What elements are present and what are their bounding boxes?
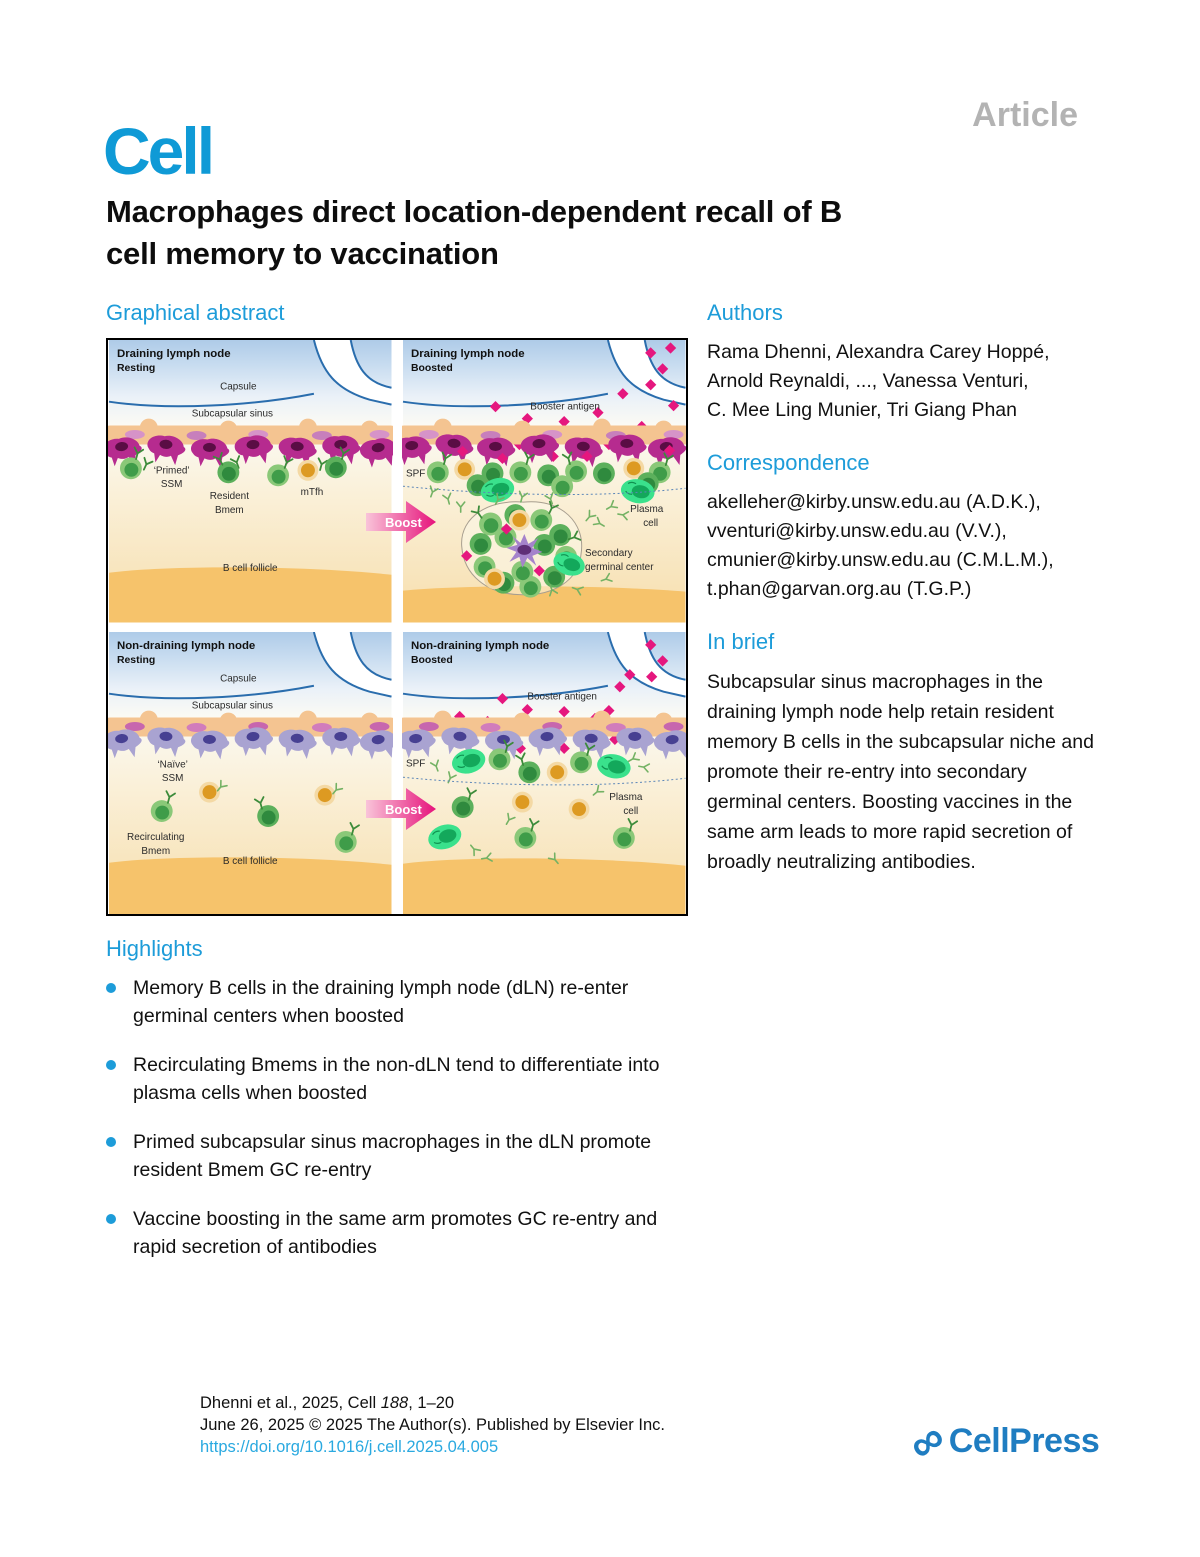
- booster-antigen-label: Booster antigen: [529, 401, 600, 413]
- gc-label-1: Secondary: [584, 547, 633, 559]
- panel-title: Draining lymph node: [410, 347, 525, 360]
- ga-panel-nondraining-resting: [108, 632, 393, 915]
- correspondence-line: vventuri@kirby.unsw.edu.au (V.V.),: [707, 520, 1007, 542]
- boost-label: Boost: [385, 515, 422, 530]
- panel-title: Non-draining lymph node: [410, 639, 549, 652]
- cellpress-wordmark: CellPress: [948, 1421, 1100, 1460]
- ga-panel-draining-boosted: [402, 340, 687, 623]
- highlight-item: [106, 974, 716, 1030]
- capsule-label: Capsule: [220, 381, 257, 393]
- subcapsular-sinus-label: Subcapsular sinus: [191, 700, 273, 712]
- authors-line: Arnold Reynaldi, ..., Vanessa Venturi,: [707, 370, 1029, 392]
- cellpress-logo: [898, 1410, 1100, 1472]
- in-brief-heading: In brief: [707, 629, 775, 654]
- bullet-icon: [106, 1060, 116, 1070]
- citation-line: [200, 1392, 665, 1414]
- panel-state: Resting: [116, 654, 156, 666]
- highlights-section: [106, 936, 716, 1282]
- subcapsular-sinus-label: Subcapsular sinus: [191, 408, 273, 420]
- in-brief-section: [707, 629, 1099, 877]
- spf-label: SPF: [405, 757, 425, 769]
- b-cell-follicle-band: [109, 567, 392, 622]
- article-type-label: Article: [972, 96, 1078, 134]
- highlight-item: [106, 1051, 716, 1107]
- resident-bmem-label-1: Resident: [209, 491, 249, 503]
- in-brief-text: Subcapsular sinus macrophages in the draining lymph node help retain resident memory B cells in the subcapsular niche and promote their re-entry into secondary germinal centers. Boosting vaccines in the same arm leads to more rapid secretion of broadly neutralizing antibodies.: [707, 671, 1094, 873]
- correspondence-line: t.phan@garvan.org.au (T.G.P.): [707, 578, 972, 600]
- correspondence-line: cmunier@kirby.unsw.edu.au (C.M.L.M.),: [707, 549, 1054, 571]
- authors-section: [707, 300, 1099, 425]
- title-line-2: cell memory to vaccination: [106, 236, 499, 271]
- booster-antigen-label: Booster antigen: [526, 691, 597, 703]
- highlight-item: [106, 1128, 716, 1184]
- authors-line: C. Mee Ling Munier, Tri Giang Phan: [707, 399, 1017, 421]
- primed-ssm-label-2: SSM: [160, 479, 183, 491]
- gc-label-2: germinal center: [584, 561, 654, 573]
- authors-line: Rama Dhenni, Alexandra Carey Hoppé,: [707, 341, 1050, 363]
- copyright-line: June 26, 2025 © 2025 The Author(s). Published by Elsevier Inc.: [200, 1416, 665, 1434]
- citation-footer: [200, 1392, 665, 1458]
- highlight-text: Memory B cells in the draining lymph node (dLN) re-enter germinal centers when boosted: [133, 977, 629, 1027]
- correspondence-heading: Correspondence: [707, 450, 870, 475]
- doi-link[interactable]: https://doi.org/10.1016/j.cell.2025.04.005: [200, 1438, 499, 1456]
- title-line-1: Macrophages direct location-dependent recall of B: [106, 194, 843, 229]
- plasma-cell-label-2: cell: [642, 518, 658, 530]
- bullet-icon: [106, 983, 116, 993]
- naive-ssm-label-2: SSM: [161, 772, 184, 784]
- resident-bmem-label-2: Bmem: [215, 505, 244, 517]
- correspondence-section: [707, 450, 1099, 604]
- citation-pages: , 1–20: [408, 1394, 455, 1412]
- capsule-label: Capsule: [220, 673, 257, 685]
- highlight-text: Recirculating Bmems in the non-dLN tend to differentiate into plasma cells when boosted: [133, 1054, 660, 1104]
- panel-title: Non-draining lymph node: [116, 639, 256, 652]
- boost-arrow-top: [366, 498, 438, 546]
- mtfh-label: mTfh: [300, 487, 324, 499]
- panel-state: Resting: [116, 362, 156, 374]
- authors-heading: Authors: [707, 300, 783, 325]
- highlight-text: Primed subcapsular sinus macrophages in the dLN promote resident Bmem GC re-entry: [133, 1131, 652, 1181]
- panel-state: Boosted: [410, 654, 453, 666]
- highlight-text: Vaccine boosting in the same arm promotes GC re-entry and rapid secretion of antibodies: [133, 1208, 658, 1258]
- boost-label: Boost: [385, 802, 422, 817]
- cell-journal-logo: Cell: [103, 114, 213, 188]
- b-cell-follicle-label: B cell follicle: [222, 855, 278, 867]
- highlights-heading: Highlights: [106, 936, 203, 961]
- ga-panel-draining-resting: [108, 340, 393, 623]
- graphical-abstract-section: [106, 300, 688, 916]
- boost-arrow-bottom: [366, 785, 438, 833]
- graphical-abstract-heading: Graphical abstract: [106, 300, 285, 325]
- recirculating-bmem-label-1: Recirculating: [127, 831, 185, 843]
- citation-authors: Dhenni et al., 2025, Cell: [200, 1394, 381, 1412]
- panel-title: Draining lymph node: [116, 347, 231, 360]
- correspondence-line: akelleher@kirby.unsw.edu.au (A.D.K.),: [707, 491, 1041, 513]
- plasma-cell-label-1: Plasma: [629, 504, 663, 516]
- bullet-icon: [106, 1214, 116, 1224]
- ga-panel-nondraining-boosted: [402, 632, 687, 915]
- b-cell-follicle-label: B cell follicle: [222, 562, 278, 574]
- panel-state: Boosted: [410, 362, 453, 374]
- spf-label: SPF: [405, 468, 425, 480]
- page-title: [106, 191, 1096, 275]
- info-column: [707, 300, 1099, 902]
- primed-ssm-label-1: ‘Primed’: [153, 465, 190, 477]
- recirculating-bmem-label-2: Bmem: [141, 845, 171, 857]
- graphical-abstract-figure: [106, 338, 688, 916]
- plasma-cell-label-2: cell: [622, 805, 638, 817]
- cellpress-logo-icon: ∞: [898, 1410, 955, 1472]
- highlight-item: [106, 1205, 716, 1261]
- citation-volume: 188: [380, 1394, 409, 1412]
- bullet-icon: [106, 1137, 116, 1147]
- naive-ssm-label-1: ‘Naïve’: [157, 758, 188, 770]
- plasma-cell-label-1: Plasma: [608, 791, 642, 803]
